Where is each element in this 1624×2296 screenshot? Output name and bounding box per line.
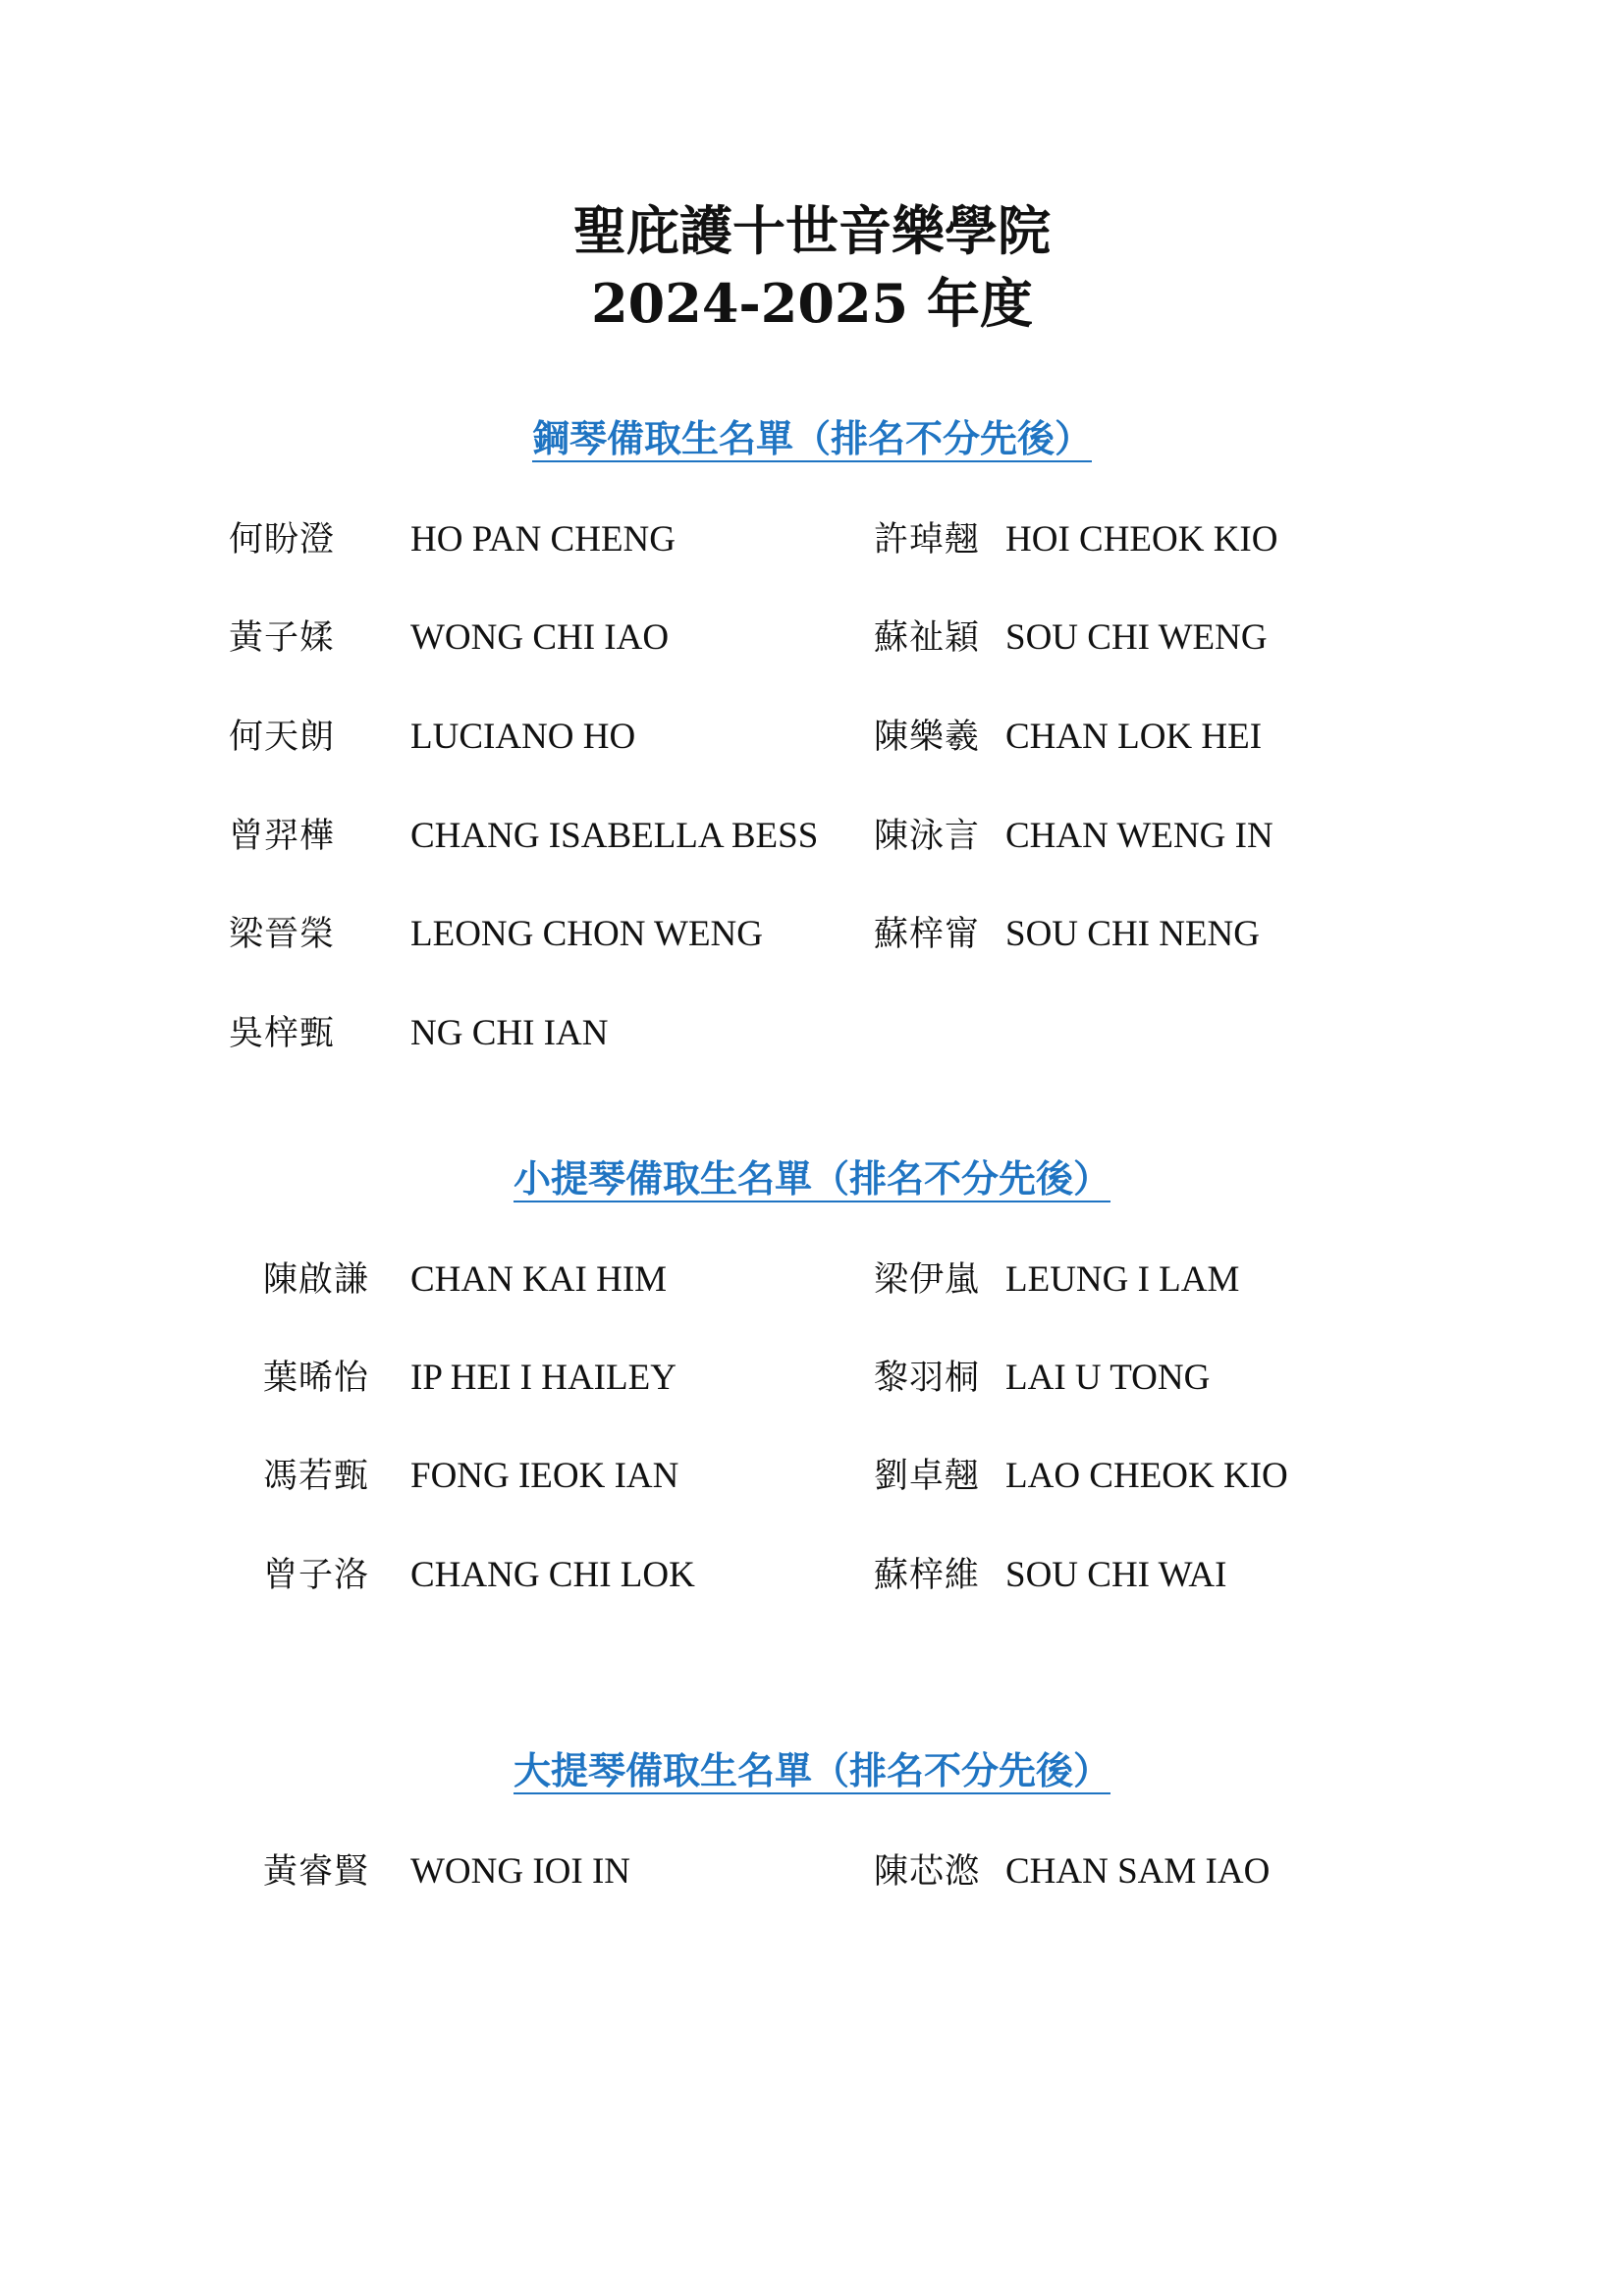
student-english-name: CHAN WENG IN [1005,816,1273,856]
violin-row-2 [0,1354,1624,1403]
piano-row-2 [0,614,1624,663]
student-english-name: SOU CHI WAI [1005,1555,1227,1595]
academic-year-title: 2024-2025 年度 [591,272,1033,335]
student-chinese-name: 蘇梓維 [874,1556,981,1595]
student-english-name: CHAN LOK HEI [1005,717,1263,757]
student-english-name: WONG IOI IN [410,1851,630,1892]
school-name-title: 聖庇護十世音樂學院 [573,199,1051,262]
student-chinese-name: 黃子媃 [229,618,336,658]
student-chinese-name: 黃睿賢 [263,1852,370,1892]
student-english-name: CHAN KAI HIM [410,1259,668,1300]
cello-waitlist-heading-text: 大提琴備取生名單（排名不分先後） [513,1749,1110,1792]
violin-row-4 [0,1551,1624,1600]
piano-row-6 [0,1009,1624,1058]
student-english-name: LAO CHEOK KIO [1005,1456,1288,1496]
student-english-name: IP HEI I HAILEY [410,1358,677,1398]
violin-waitlist-heading-text: 小提琴備取生名單（排名不分先後） [513,1157,1110,1201]
piano-row-1 [0,515,1624,564]
student-chinese-name: 蘇祉穎 [874,618,981,658]
student-english-name: CHANG ISABELLA BESS [410,816,819,856]
student-chinese-name: 何天朗 [229,718,336,757]
student-chinese-name: 劉卓翹 [874,1457,981,1496]
student-english-name: FONG IEOK IAN [410,1456,679,1496]
student-english-name: SOU CHI NENG [1005,914,1260,954]
student-chinese-name: 陳樂羲 [874,718,981,757]
cello-row-1 [0,1847,1624,1896]
violin-waitlist-heading [0,1157,1624,1201]
student-chinese-name: 吳梓甄 [229,1014,336,1053]
student-english-name: CHAN SAM IAO [1005,1851,1271,1892]
student-chinese-name: 曾羿樺 [229,817,336,856]
student-chinese-name: 陳啟謙 [263,1260,370,1300]
student-english-name: LEONG CHON WENG [410,914,763,954]
student-chinese-name: 黎羽桐 [874,1359,981,1398]
violin-row-1 [0,1255,1624,1305]
student-english-name: LAI U TONG [1005,1358,1211,1398]
student-chinese-name: 蘇梓甯 [874,915,981,954]
student-english-name: HOI CHEOK KIO [1005,519,1278,560]
cello-waitlist-heading [0,1749,1624,1792]
student-chinese-name: 陳泳言 [874,817,981,856]
student-english-name: HO PAN CHENG [410,519,677,560]
student-chinese-name: 葉晞怡 [263,1359,370,1398]
piano-waitlist-heading-text: 鋼琴備取生名單（排名不分先後） [531,417,1092,460]
piano-row-4 [0,812,1624,861]
student-chinese-name: 梁伊嵐 [874,1260,981,1300]
student-chinese-name: 曾子洛 [263,1556,370,1595]
student-chinese-name: 馮若甄 [263,1457,370,1496]
violin-row-3 [0,1452,1624,1501]
student-english-name: LUCIANO HO [410,717,636,757]
student-english-name: WONG CHI IAO [410,617,670,658]
student-english-name: LEUNG I LAM [1005,1259,1240,1300]
student-chinese-name: 陳芯滺 [874,1852,981,1892]
student-english-name: NG CHI IAN [410,1013,609,1053]
piano-waitlist-heading [0,417,1624,460]
student-english-name: CHANG CHI LOK [410,1555,695,1595]
student-chinese-name: 梁晉榮 [229,915,336,954]
piano-row-3 [0,713,1624,762]
student-english-name: SOU CHI WENG [1005,617,1268,658]
student-chinese-name: 何盼澄 [229,520,336,560]
piano-row-5 [0,910,1624,959]
student-chinese-name: 許琸翹 [874,520,981,560]
